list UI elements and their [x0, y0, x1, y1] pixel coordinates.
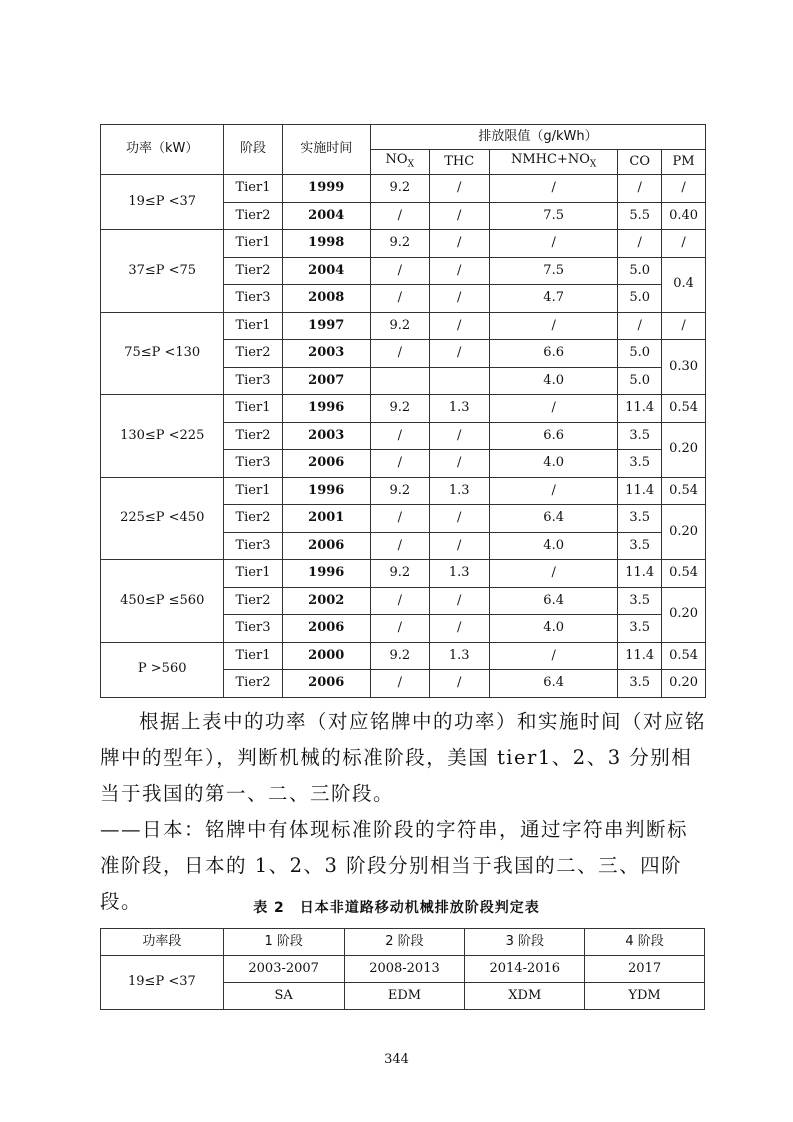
co-cell: 5.0	[618, 257, 662, 285]
tier-cell: Tier3	[224, 532, 282, 560]
co-cell: 5.0	[618, 367, 662, 395]
co-cell: 3.5	[618, 422, 662, 450]
nox-cell: /	[371, 505, 429, 533]
co-cell: 3.5	[618, 450, 662, 478]
thc-cell: 1.3	[429, 560, 489, 588]
nox-cell: /	[371, 202, 429, 230]
year-cell: 1996	[282, 477, 371, 505]
paragraph-japan-stages: ——日本：铭牌中有体现标准阶段的字符串，通过字符串判断标准阶段，日本的 1、2、3 阶段分别相当于我国的二、三、四阶段。	[100, 818, 689, 913]
t2-code-cell: XDM	[465, 983, 585, 1010]
t2-power-cell: 19≤P <37	[101, 956, 224, 1010]
nox-cell: 9.2	[371, 230, 429, 258]
pm-cell: 0.20	[662, 422, 706, 477]
pm-cell: 0.30	[662, 340, 706, 395]
co-cell: 11.4	[618, 560, 662, 588]
nmhc-nox-cell: /	[489, 312, 617, 340]
t2-code-cell: EDM	[344, 983, 465, 1010]
nmhc-nox-cell: 4.0	[489, 532, 617, 560]
year-cell: 2004	[282, 202, 371, 230]
tier-cell: Tier2	[224, 422, 282, 450]
power-range-cell: 37≤P <75	[101, 230, 224, 313]
nox-cell: /	[371, 615, 429, 643]
nmhc-nox-cell: 6.6	[489, 340, 617, 368]
nmhc-nox-cell: 6.4	[489, 587, 617, 615]
year-cell: 2007	[282, 367, 371, 395]
nmhc-nox-cell: 6.6	[489, 422, 617, 450]
tier-cell: Tier1	[224, 230, 282, 258]
thc-cell: /	[429, 505, 489, 533]
header-power: 功率（kW）	[101, 125, 224, 175]
table2-caption: 表 2 日本非道路移动机械排放阶段判定表	[253, 900, 540, 916]
nox-cell: /	[371, 422, 429, 450]
pm-cell: /	[662, 312, 706, 340]
co-cell: 5.0	[618, 340, 662, 368]
year-cell: 2008	[282, 285, 371, 313]
pm-cell: 0.20	[662, 505, 706, 560]
nmhc-nox-cell: 4.0	[489, 615, 617, 643]
pm-cell: /	[662, 175, 706, 203]
power-range-cell: 75≤P <130	[101, 312, 224, 395]
co-cell: 3.5	[618, 532, 662, 560]
pm-cell: 0.20	[662, 670, 706, 698]
thc-cell: 1.3	[429, 395, 489, 423]
year-cell: 2003	[282, 422, 371, 450]
tier-cell: Tier1	[224, 395, 282, 423]
thc-cell: /	[429, 312, 489, 340]
year-cell: 1998	[282, 230, 371, 258]
emission-limits-table	[100, 124, 706, 698]
power-range-cell: 450≤P ≤560	[101, 560, 224, 643]
nox-cell: /	[371, 285, 429, 313]
header-year: 实施时间	[282, 125, 371, 175]
co-cell: 11.4	[618, 477, 662, 505]
table-row	[101, 175, 706, 203]
year-cell: 2003	[282, 340, 371, 368]
nmhc-nox-cell: /	[489, 560, 617, 588]
nox-cell	[371, 367, 429, 395]
power-range-cell: 225≤P <450	[101, 477, 224, 560]
year-cell: 2006	[282, 450, 371, 478]
tier-cell: Tier1	[224, 312, 282, 340]
pm-cell: 0.54	[662, 642, 706, 670]
nox-cell: 9.2	[371, 175, 429, 203]
header-thc: THC	[429, 150, 489, 175]
japan-stage-table	[100, 928, 705, 1010]
pm-cell: /	[662, 230, 706, 258]
table-row	[101, 395, 706, 423]
year-cell: 2002	[282, 587, 371, 615]
thc-cell: /	[429, 670, 489, 698]
thc-cell: /	[429, 175, 489, 203]
tier-cell: Tier1	[224, 477, 282, 505]
table-row	[101, 642, 706, 670]
nmhc-nox-cell: /	[489, 230, 617, 258]
header-co: CO	[618, 150, 662, 175]
thc-cell: 1.3	[429, 477, 489, 505]
pm-cell: 0.54	[662, 560, 706, 588]
thc-cell: /	[429, 532, 489, 560]
tier-cell: Tier2	[224, 587, 282, 615]
t2-header-stage1: 1 阶段	[223, 929, 344, 956]
thc-cell: /	[429, 450, 489, 478]
nox-cell: /	[371, 340, 429, 368]
co-cell: 3.5	[618, 670, 662, 698]
nox-cell: 9.2	[371, 312, 429, 340]
year-cell: 2006	[282, 615, 371, 643]
tier-cell: Tier3	[224, 367, 282, 395]
nox-cell: /	[371, 257, 429, 285]
nmhc-nox-cell: /	[489, 642, 617, 670]
nox-cell: 9.2	[371, 560, 429, 588]
year-cell: 2004	[282, 257, 371, 285]
nmhc-nox-cell: 6.4	[489, 670, 617, 698]
pm-cell: 0.20	[662, 587, 706, 642]
thc-cell: /	[429, 422, 489, 450]
tier-cell: Tier2	[224, 202, 282, 230]
co-cell: 5.0	[618, 285, 662, 313]
year-cell: 2000	[282, 642, 371, 670]
thc-cell: 1.3	[429, 642, 489, 670]
nmhc-nox-cell: /	[489, 477, 617, 505]
table-row	[101, 312, 706, 340]
t2-header-stage3: 3 阶段	[465, 929, 585, 956]
thc-cell: /	[429, 202, 489, 230]
year-cell: 1996	[282, 560, 371, 588]
nmhc-nox-cell: /	[489, 395, 617, 423]
t2-year-cell: 2003-2007	[223, 956, 344, 983]
tier-cell: Tier1	[224, 560, 282, 588]
power-range-cell: P >560	[101, 642, 224, 697]
nmhc-nox-cell: /	[489, 175, 617, 203]
header-pm: PM	[662, 150, 706, 175]
tier-cell: Tier2	[224, 340, 282, 368]
header-nox	[371, 150, 429, 175]
t2-header-stage4: 4 阶段	[585, 929, 705, 956]
power-range-cell: 130≤P <225	[101, 395, 224, 478]
thc-cell: /	[429, 340, 489, 368]
nmhc-nox-cell: 4.0	[489, 450, 617, 478]
co-cell: 5.5	[618, 202, 662, 230]
header-nox-main: $NO_X$	[385, 152, 415, 170]
tier-cell: Tier2	[224, 670, 282, 698]
tier-cell: Tier3	[224, 285, 282, 313]
tier-cell: Tier1	[224, 642, 282, 670]
header-stage: 阶段	[224, 125, 282, 175]
co-cell: 11.4	[618, 642, 662, 670]
nox-cell: 9.2	[371, 395, 429, 423]
table-row	[101, 230, 706, 258]
t2-header-stage2: 2 阶段	[344, 929, 465, 956]
tier-cell: Tier1	[224, 175, 282, 203]
co-cell: /	[618, 312, 662, 340]
year-cell: 1997	[282, 312, 371, 340]
t2-year-cell: 2017	[585, 956, 705, 983]
nmhc-nox-cell: 7.5	[489, 257, 617, 285]
thc-cell: /	[429, 230, 489, 258]
co-cell: 3.5	[618, 615, 662, 643]
header-nmhc-nox	[489, 150, 617, 175]
t2-code-cell: YDM	[585, 983, 705, 1010]
nmhc-nox-cell: 4.0	[489, 367, 617, 395]
t2-year-cell: 2008-2013	[344, 956, 465, 983]
t2-year-cell: 2014-2016	[465, 956, 585, 983]
table-row	[101, 477, 706, 505]
nox-cell: /	[371, 532, 429, 560]
header-nmhc-nox-main: $NMHC+NO_X$	[510, 152, 597, 170]
year-cell: 2006	[282, 532, 371, 560]
pm-cell: 0.54	[662, 395, 706, 423]
t2-header-power: 功率段	[101, 929, 224, 956]
tier-cell: Tier2	[224, 257, 282, 285]
nox-cell: 9.2	[371, 477, 429, 505]
tier-cell: Tier3	[224, 615, 282, 643]
table-row	[101, 560, 706, 588]
nox-cell: /	[371, 670, 429, 698]
thc-cell: /	[429, 615, 489, 643]
co-cell: 11.4	[618, 395, 662, 423]
year-cell: 2006	[282, 670, 371, 698]
pm-cell: 0.40	[662, 202, 706, 230]
nox-cell: 9.2	[371, 642, 429, 670]
co-cell: 3.5	[618, 587, 662, 615]
co-cell: /	[618, 175, 662, 203]
page-number: 344	[384, 1052, 409, 1067]
thc-cell: /	[429, 285, 489, 313]
co-cell: 3.5	[618, 505, 662, 533]
thc-cell: /	[429, 257, 489, 285]
year-cell: 1996	[282, 395, 371, 423]
year-cell: 1999	[282, 175, 371, 203]
year-cell: 2001	[282, 505, 371, 533]
tier-cell: Tier2	[224, 505, 282, 533]
paragraph-us-tiers: 根据上表中的功率（对应铭牌中的功率）和实施时间（对应铭牌中的型年），判断机械的标准阶段，美国 tier1、2、3 分别相当于我国的第一、二、三阶段。	[100, 710, 707, 805]
nox-cell: /	[371, 450, 429, 478]
power-range-cell: 19≤P <37	[101, 175, 224, 230]
pm-cell: 0.54	[662, 477, 706, 505]
thc-cell	[429, 367, 489, 395]
co-cell: /	[618, 230, 662, 258]
nox-cell: /	[371, 587, 429, 615]
t2-code-cell: SA	[223, 983, 344, 1010]
thc-cell: /	[429, 587, 489, 615]
nmhc-nox-cell: 6.4	[489, 505, 617, 533]
header-limits-group: 排放限值（g/kWh）	[371, 125, 706, 150]
nmhc-nox-cell: 7.5	[489, 202, 617, 230]
pm-cell: 0.4	[662, 257, 706, 312]
nmhc-nox-cell: 4.7	[489, 285, 617, 313]
tier-cell: Tier3	[224, 450, 282, 478]
